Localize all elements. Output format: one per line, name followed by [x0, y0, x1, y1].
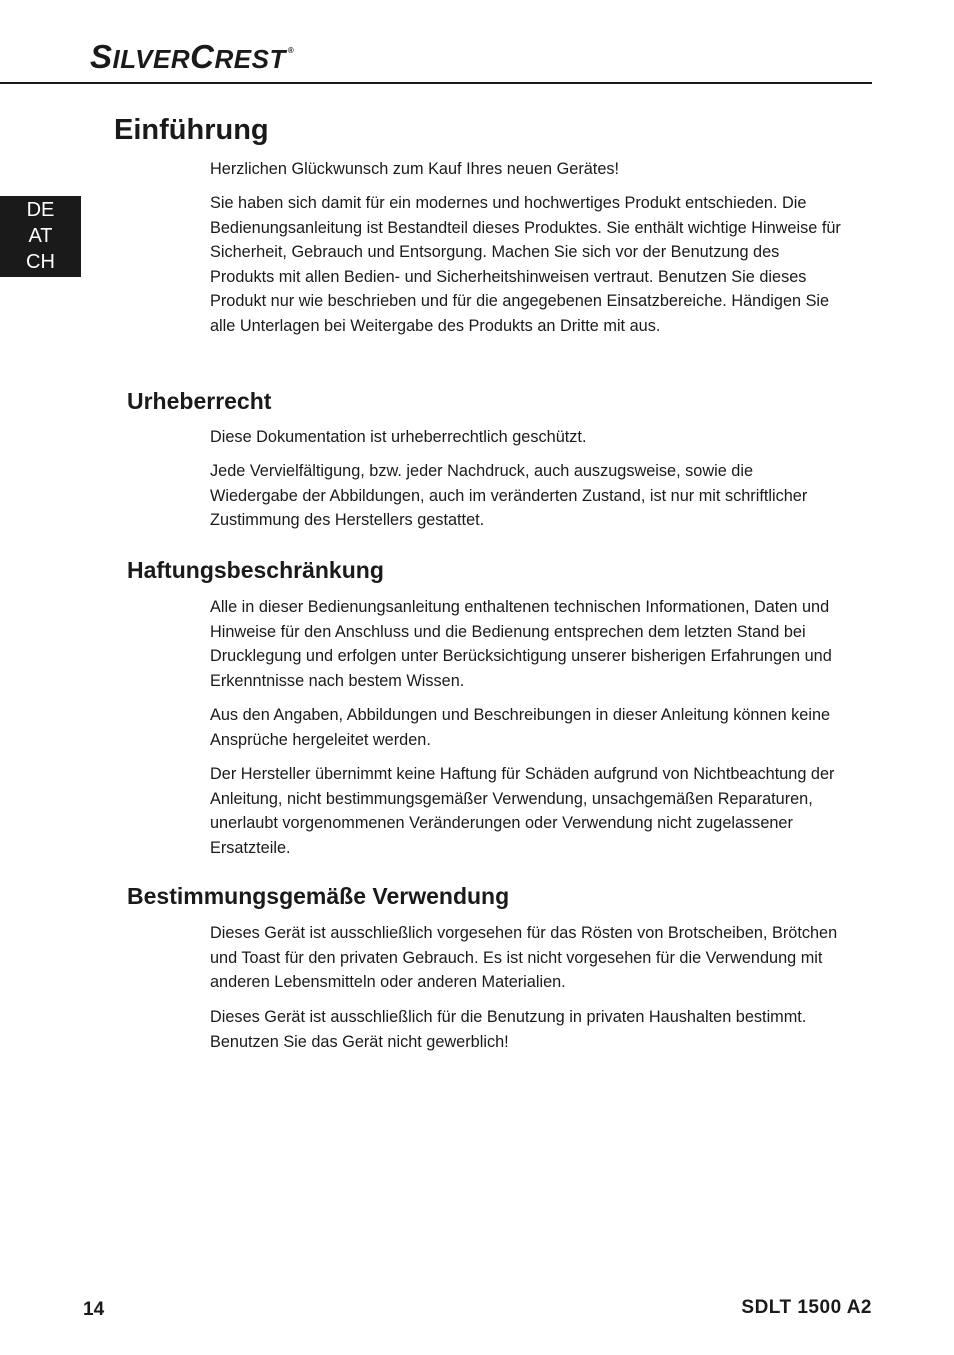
brand-logo: [90, 38, 294, 76]
language-code-at: AT: [28, 225, 53, 247]
section-paragraph: Der Hersteller übernimmt keine Haftung für Schäden aufgrund von Nichtbeachtung der Anleitung, nicht bestimmungsgemäßer Verwendung, unsachgemäßen Reparaturen, unerlaubt vorgenommenen Veränderungen oder Verwendung nicht zugelassener Ersatzteile.: [210, 765, 835, 857]
intro-paragraph: Herzlichen Glückwunsch zum Kauf Ihres neuen Gerätes!: [210, 160, 620, 178]
section-paragraph: Jede Vervielfältigung, bzw. jeder Nachdruck, auch auszugsweise, sowie die Wiedergabe der Abbildungen, auch im veränderten Zustand, ist nur mit schriftlicher Zustimmung des Herstellers gestattet.: [210, 462, 808, 530]
model-number: SDLT 1500 A2: [741, 1297, 872, 1318]
brand-logo-part: REST: [214, 44, 286, 74]
section-paragraph: Aus den Angaben, Abbildungen und Beschreibungen in dieser Anleitung können keine Ansprüche hergeleitet werden.: [210, 706, 831, 749]
language-code-ch: CH: [26, 251, 55, 273]
language-code-de: DE: [26, 199, 55, 221]
section-title-haftungsbeschraenkung: Haftungsbeschränkung: [127, 557, 384, 583]
language-tab: [0, 196, 81, 277]
section-paragraph: Diese Dokumentation ist urheberrechtlich geschützt.: [210, 428, 587, 446]
header-divider: [0, 82, 872, 84]
section-title-urheberrecht: Urheberrecht: [127, 388, 272, 414]
brand-logo-part: ILVER: [112, 44, 191, 74]
section-paragraph: Dieses Gerät ist ausschließlich für die Benutzung in privaten Haushalten bestimmt. Benutzen Sie das Gerät nicht gewerblich!: [210, 1008, 807, 1051]
section-paragraph: Dieses Gerät ist ausschließlich vorgesehen für das Rösten von Brotscheiben, Brötchen und Toast für den privaten Gebrauch. Es ist nicht vorgesehen für die Verwendung mit anderen Lebensmitteln oder anderen Materialien.: [210, 924, 838, 992]
intro-paragraph: Sie haben sich damit für ein modernes und hochwertiges Produkt entschieden. Die Bedienungsanleitung ist Bestandteil dieses Produktes. Sie enthält wichtige Hinweise für Sicherheit, Gebrauch und Entsorgung. Machen Sie sich vor der Benutzung des Produkts mit allen Bedien- und Sicherheitshinweisen vertraut. Benutzen Sie dieses Produkt nur wie beschrieben und für die angegebenen Einsatzbereiche. Händigen Sie alle Unterlagen bei Weitergabe des Produkts an Dritte mit aus.: [210, 194, 841, 335]
page-title: Einführung: [114, 114, 269, 146]
section-title-bestimmungsgemaesse-verwendung: Bestimmungsgemäße Verwendung: [127, 883, 510, 909]
section-paragraph: Alle in dieser Bedienungsanleitung enthaltenen technischen Informationen, Daten und Hinweise für den Anschluss und die Bedienung entsprechen dem letzten Stand bei Drucklegung und erfolgen unter Berücksichtigung unserer bisherigen Erfahrungen und Erkenntnisse nach bestem Wissen.: [210, 598, 832, 690]
page-number: 14: [83, 1299, 105, 1320]
brand-logo-part: C: [190, 38, 215, 75]
registered-mark: ®: [287, 46, 295, 55]
brand-logo-part: S: [90, 38, 113, 75]
